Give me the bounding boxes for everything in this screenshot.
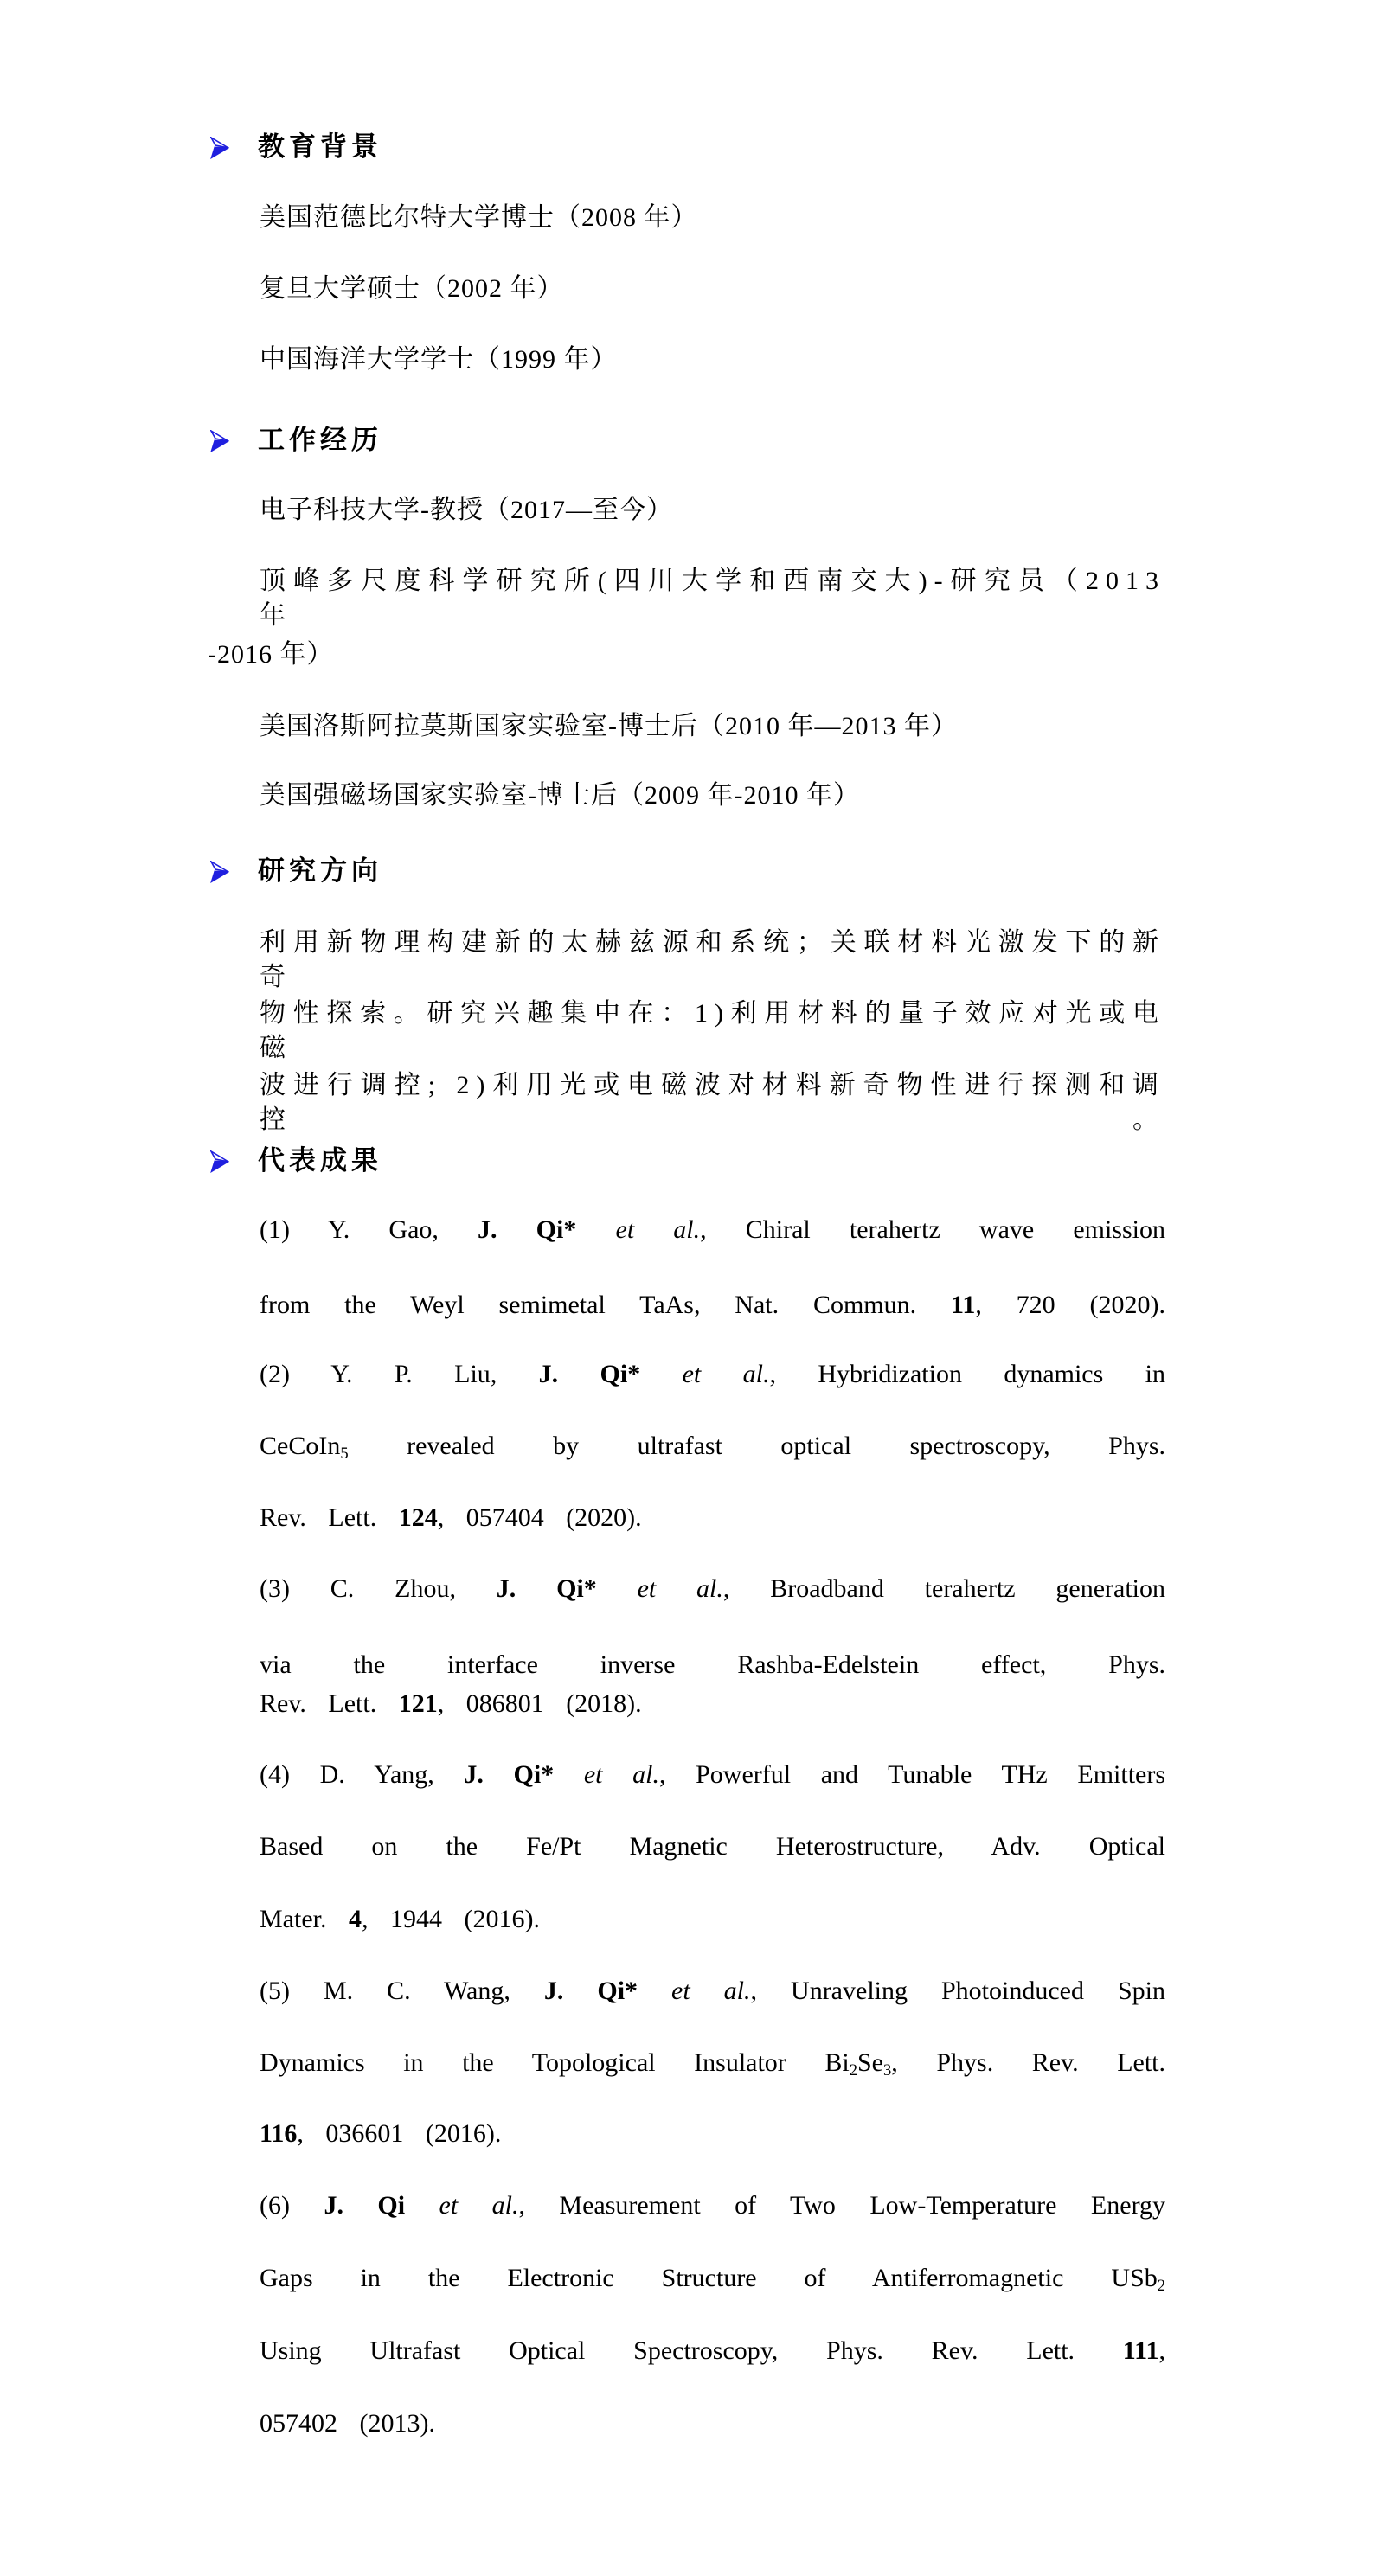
pub-line-6-2: Gaps in the Electronic Structure of Antiferromagnetic USb2 [260, 2264, 1165, 2296]
section-heading-work [210, 423, 382, 458]
arrow-bullet-icon [210, 861, 229, 883]
education-item-bachelor: 中国海洋大学学士（1999 年） [260, 345, 618, 374]
section-heading-label: 工作经历 [258, 425, 382, 455]
arrow-bullet-icon [210, 430, 229, 452]
pub-line-2-2: CeCoIn5 revealed by ultrafast optical spectroscopy, Phys. [260, 1432, 1165, 1464]
work-item-lanl-postdoc: 美国洛斯阿拉莫斯国家实验室-博士后（2010 年—2013 年） [260, 712, 958, 740]
work-item-nhmfl-postdoc: 美国强磁场国家实验室-博士后（2009 年-2010 年） [260, 781, 860, 810]
pub-line-5-2: Dynamics in the Topological Insulator Bi2Se3, Phys. Rev. Lett. [260, 2048, 1166, 2080]
research-line-3: 波进行调控; 2)利用光或电磁波对材料新奇物性进行探测和调控。 [260, 1071, 1165, 1134]
arrow-bullet-icon [210, 1150, 229, 1173]
pub-line-5-1: (5) M. C. Wang, J. Qi* et al., Unraveling Photoinduced Spin [260, 1977, 1165, 2005]
research-line-1: 利用新物理构建新的太赫兹源和系统；关联材料光激发下的新奇 [260, 928, 1165, 991]
pub-line-2-3: Rev. Lett. 124, 057404 (2020). [260, 1503, 642, 1532]
pub-line-6-4: 057402 (2013). [260, 2409, 435, 2438]
section-heading-publications [210, 1144, 382, 1178]
work-item-researcher-line1: 顶峰多尺度科学研究所(四川大学和西南交大)-研究员（2013 年 [260, 567, 1165, 630]
pub-line-4-3: Mater. 4, 1944 (2016). [260, 1905, 540, 1933]
pub-line-6-1: (6) J. Qi et al., Measurement of Two Low-Temperature Energy [260, 2191, 1166, 2220]
section-heading-research [210, 854, 382, 888]
pub-line-4-2: Based on the Fe/Pt Magnetic Heterostructure, Adv. Optical [260, 1832, 1165, 1861]
pub-line-3-1: (3) C. Zhou, J. Qi* et al., Broadband terahertz generation [260, 1574, 1166, 1603]
arrow-bullet-icon [210, 137, 229, 159]
pub-line-1-2: from the Weyl semimetal TaAs, Nat. Commun. 11, 720 (2020). [260, 1291, 1165, 1319]
pub-line-4-1: (4) D. Yang, J. Qi* et al., Powerful and Tunable THz Emitters [260, 1760, 1166, 1789]
section-heading-label: 教育背景 [258, 131, 382, 162]
research-line-2: 物性探索。研究兴趣集中在：1)利用材料的量子效应对光或电磁 [260, 999, 1165, 1062]
work-item-researcher-line2: -2016 年） [208, 640, 334, 669]
section-heading-education [210, 130, 382, 164]
work-item-professor: 电子科技大学-教授（2017—至今） [260, 496, 673, 524]
education-item-master: 复旦大学硕士（2002 年） [260, 274, 564, 303]
pub-line-2-1: (2) Y. P. Liu, J. Qi* et al., Hybridization dynamics in [260, 1360, 1166, 1388]
pub-line-6-3: Using Ultrafast Optical Spectroscopy, Phys. Rev. Lett. 111, [260, 2336, 1165, 2365]
section-heading-label: 研究方向 [258, 855, 382, 886]
pub-line-5-3: 116, 036601 (2016). [260, 2119, 502, 2148]
pub-line-1-1: (1) Y. Gao, J. Qi* et al., Chiral terahertz wave emission [260, 1215, 1166, 1244]
pub-line-3-3: Rev. Lett. 121, 086801 (2018). [260, 1689, 642, 1718]
section-heading-label: 代表成果 [258, 1145, 382, 1176]
pub-line-3-2: via the interface inverse Rashba-Edelstein effect, Phys. [260, 1650, 1165, 1679]
education-item-phd: 美国范德比尔特大学博士（2008 年） [260, 203, 698, 232]
